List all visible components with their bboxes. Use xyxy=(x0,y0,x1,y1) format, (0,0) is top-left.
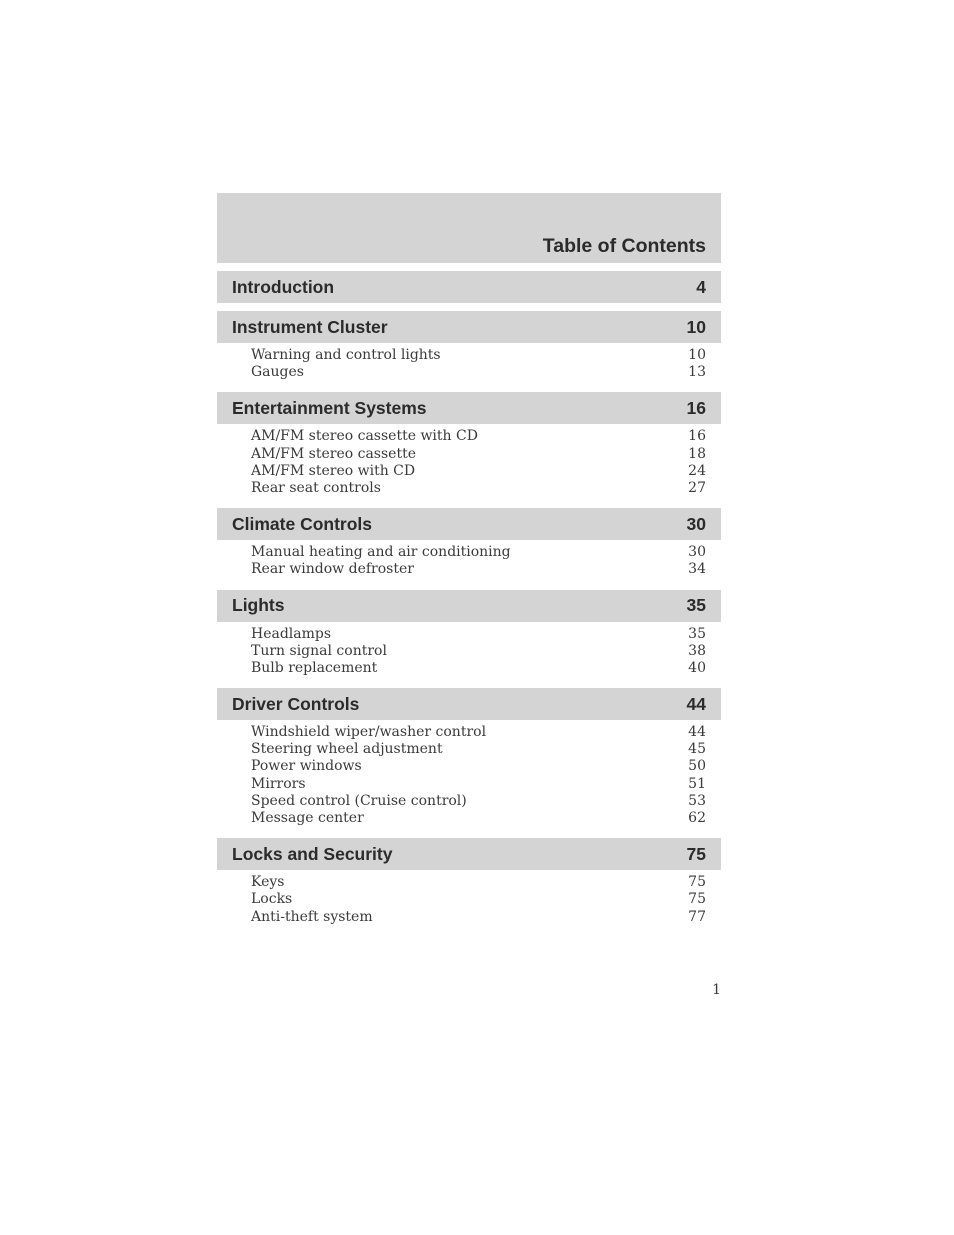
entry-page-number: 30 xyxy=(688,544,706,561)
toc-section xyxy=(217,590,721,681)
toc-section xyxy=(217,508,721,581)
entry-label: Gauges xyxy=(251,364,304,381)
toc-entry[interactable] xyxy=(251,480,706,497)
page-number: 1 xyxy=(712,982,721,998)
section-title: Climate Controls xyxy=(232,513,373,534)
entry-label: Speed control (Cruise control) xyxy=(251,792,467,809)
entry-page-number: 35 xyxy=(688,625,706,642)
entry-page-number: 45 xyxy=(688,741,706,758)
toc-entry[interactable] xyxy=(251,643,706,660)
section-title: Introduction xyxy=(232,276,335,297)
entry-label: Locks xyxy=(251,891,293,908)
entry-page-number: 13 xyxy=(688,364,706,381)
toc-entry[interactable] xyxy=(251,891,706,908)
section-page-number: 75 xyxy=(686,843,706,864)
toc-entry[interactable] xyxy=(251,626,706,643)
toc-entry[interactable] xyxy=(251,741,706,758)
section-title: Driver Controls xyxy=(232,693,360,714)
section-page-number: 4 xyxy=(696,276,706,297)
entry-label: Warning and control lights xyxy=(251,347,441,363)
toc-entry[interactable] xyxy=(251,544,706,561)
section-header[interactable] xyxy=(217,688,721,720)
entry-label: AM/FM stereo with CD xyxy=(251,462,416,479)
section-header[interactable] xyxy=(217,392,721,424)
section-entries xyxy=(217,343,721,384)
toc-entry[interactable] xyxy=(251,364,706,381)
toc-entry[interactable] xyxy=(251,776,706,793)
entry-label: Mirrors xyxy=(251,775,306,792)
entry-page-number: 77 xyxy=(688,908,706,925)
entry-page-number: 24 xyxy=(688,462,706,479)
toc-section xyxy=(217,838,721,929)
toc-entry[interactable] xyxy=(251,463,706,480)
section-title: Lights xyxy=(232,595,285,615)
entry-label: Steering wheel adjustment xyxy=(251,741,443,758)
entry-page-number: 34 xyxy=(688,561,706,578)
toc-entry[interactable] xyxy=(251,810,706,827)
entry-page-number: 62 xyxy=(688,810,706,826)
toc-entry[interactable] xyxy=(251,909,706,926)
entry-page-number: 53 xyxy=(688,792,706,809)
toc-entry[interactable] xyxy=(251,446,706,463)
section-title: Entertainment Systems xyxy=(232,397,427,418)
entry-page-number: 75 xyxy=(688,874,706,891)
section-entries xyxy=(217,720,721,830)
toc-entry[interactable] xyxy=(251,874,706,891)
section-title: Locks and Security xyxy=(232,843,393,864)
page-title: Table of Contents xyxy=(542,235,706,257)
entry-page-number: 18 xyxy=(688,445,706,462)
toc-entry[interactable] xyxy=(251,428,706,445)
entry-label: Power windows xyxy=(251,758,362,775)
entry-label: Anti-theft system xyxy=(251,908,373,925)
toc-sections xyxy=(217,271,721,929)
entry-label: Manual heating and air conditioning xyxy=(251,544,511,561)
section-title: Instrument Cluster xyxy=(232,316,388,337)
toc-section xyxy=(217,271,721,303)
section-page-number: 44 xyxy=(686,693,706,714)
entry-label: Message center xyxy=(251,810,364,826)
toc-entry[interactable] xyxy=(251,793,706,810)
section-header[interactable] xyxy=(217,508,721,540)
section-entries xyxy=(217,424,721,500)
toc-section xyxy=(217,311,721,384)
section-page-number: 16 xyxy=(686,397,706,418)
entry-label: Turn signal control xyxy=(251,642,387,659)
section-page-number: 35 xyxy=(686,595,706,615)
toc-section xyxy=(217,392,721,500)
toc-entry[interactable] xyxy=(251,660,706,677)
entry-page-number: 16 xyxy=(688,428,706,445)
title-band xyxy=(217,193,721,263)
entry-page-number: 44 xyxy=(688,724,706,741)
toc-entry[interactable] xyxy=(251,347,706,364)
entry-label: AM/FM stereo cassette xyxy=(251,445,416,462)
toc-section xyxy=(217,688,721,830)
toc-entry[interactable] xyxy=(251,724,706,741)
section-page-number: 30 xyxy=(686,513,706,534)
entry-page-number: 40 xyxy=(688,659,706,676)
entry-page-number: 27 xyxy=(688,479,706,496)
section-header[interactable] xyxy=(217,271,721,303)
entry-page-number: 38 xyxy=(688,642,706,659)
entry-page-number: 10 xyxy=(688,347,706,363)
section-entries xyxy=(217,870,721,929)
toc-entry[interactable] xyxy=(251,561,706,578)
entry-page-number: 75 xyxy=(688,891,706,908)
toc-entry[interactable] xyxy=(251,758,706,775)
entry-label: Rear window defroster xyxy=(251,561,414,578)
section-header[interactable] xyxy=(217,838,721,870)
section-header[interactable] xyxy=(217,311,721,343)
entry-page-number: 51 xyxy=(688,775,706,792)
entry-page-number: 50 xyxy=(688,758,706,775)
section-page-number: 10 xyxy=(686,316,706,337)
entry-label: Bulb replacement xyxy=(251,659,378,676)
entry-label: Windshield wiper/washer control xyxy=(251,724,487,741)
entry-label: Keys xyxy=(251,874,285,891)
entry-label: Rear seat controls xyxy=(251,479,381,496)
table-of-contents xyxy=(217,193,721,929)
section-entries xyxy=(217,622,721,681)
section-entries xyxy=(217,540,721,581)
entry-label: AM/FM stereo cassette with CD xyxy=(251,428,478,445)
section-header[interactable] xyxy=(217,590,721,622)
entry-label: Headlamps xyxy=(251,625,332,642)
